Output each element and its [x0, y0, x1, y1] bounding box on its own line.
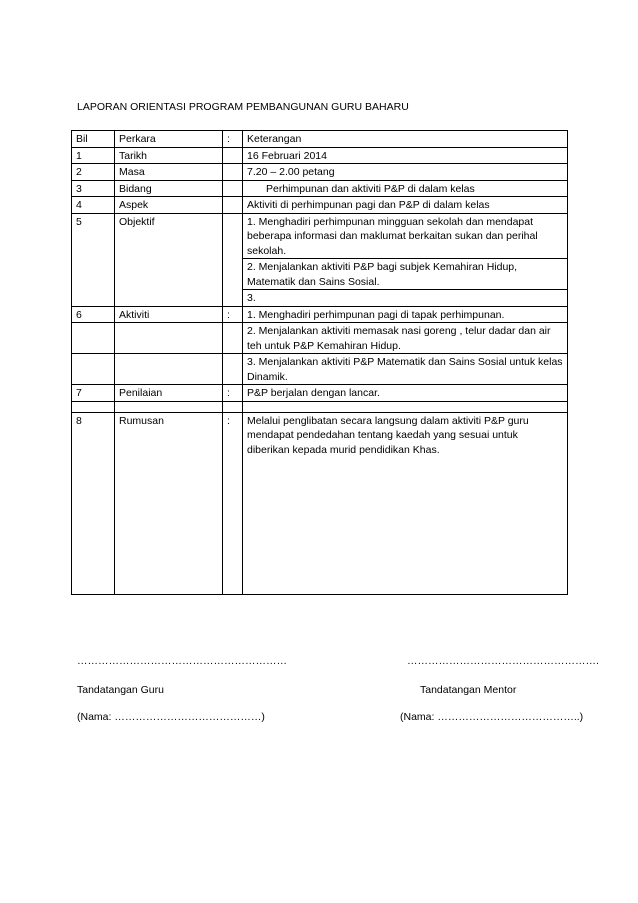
row-bil: 7: [72, 385, 115, 402]
header-separator: :: [223, 131, 243, 148]
teacher-name-field: (Nama: ……………………………………): [77, 711, 265, 723]
row-separator: :: [223, 412, 243, 594]
table-row: [72, 180, 568, 197]
row-bil: 8: [72, 412, 115, 594]
row-value: Perhimpunan dan aktiviti P&P di dalam kelas: [243, 180, 568, 197]
mentor-name-field: (Nama: …………………………………..): [400, 711, 584, 723]
row-value-item: 3.: [243, 290, 568, 307]
row-value: Aktiviti di perhimpunan pagi dan P&P di dalam kelas: [243, 197, 568, 214]
row-value: P&P berjalan dengan lancar.: [243, 385, 568, 402]
row-perkara: Tarikh: [115, 147, 223, 164]
row-bil: 4: [72, 197, 115, 214]
row-perkara: Bidang: [115, 180, 223, 197]
row-value: Melalui penglibatan secara langsung dalam aktiviti P&P guru mendapat pendedahan tentang kaedah yang sesuai untuk diberikan kepada murid pendidikan Khas.: [243, 412, 568, 594]
row-separator: :: [223, 306, 243, 323]
mentor-signature-line: ……………………………………………….: [407, 655, 599, 667]
row-separator: [223, 197, 243, 214]
row-bil: 5: [72, 213, 115, 306]
header-keterangan: Keterangan: [243, 131, 568, 148]
row-perkara: Aktiviti: [115, 306, 223, 323]
row-value-item: 1. Menghadiri perhimpunan pagi di tapak perhimpunan.: [243, 306, 568, 323]
document-title: LAPORAN ORIENTASI PROGRAM PEMBANGUNAN GURU BAHARU: [77, 101, 409, 113]
teacher-signature-label: Tandatangan Guru: [77, 684, 164, 696]
row-value: 16 Februari 2014: [243, 147, 568, 164]
header-perkara: Perkara: [115, 131, 223, 148]
row-perkara: Masa: [115, 164, 223, 181]
row-separator: :: [223, 385, 243, 402]
table-row: [72, 323, 568, 354]
row-separator: [223, 164, 243, 181]
header-bil: Bil: [72, 131, 115, 148]
table-row: [72, 147, 568, 164]
table-row: [72, 412, 568, 594]
report-table: [71, 130, 568, 595]
row-separator: [223, 213, 243, 306]
row-bil: 1: [72, 147, 115, 164]
row-value: 7.20 – 2.00 petang: [243, 164, 568, 181]
row-value-item: 2. Menjalankan aktiviti P&P bagi subjek Kemahiran Hidup, Matematik dan Sains Sosial.: [243, 259, 568, 290]
row-value-item: 1. Menghadiri perhimpunan mingguan sekolah dan mendapat beberapa informasi dan maklumat berkaitan sukan dan perihal sekolah.: [243, 213, 568, 259]
row-bil: 6: [72, 306, 115, 323]
table-row-spacer: [72, 401, 568, 412]
row-value-item: 2. Menjalankan aktiviti memasak nasi goreng , telur dadar dan air teh untuk P&P Kemahiran Hidup.: [243, 323, 568, 354]
table-header-row: [72, 131, 568, 148]
table-row: [72, 354, 568, 385]
row-separator: [223, 147, 243, 164]
row-perkara: Rumusan: [115, 412, 223, 594]
row-perkara: Penilaian: [115, 385, 223, 402]
row-separator: [223, 180, 243, 197]
teacher-signature-line: ……………………………………………………: [77, 655, 287, 667]
table-row: [72, 213, 568, 259]
table-row: [72, 164, 568, 181]
table-row: [72, 197, 568, 214]
mentor-signature-label: Tandatangan Mentor: [420, 684, 517, 696]
row-perkara: Objektif: [115, 213, 223, 306]
row-perkara: Aspek: [115, 197, 223, 214]
row-bil: 3: [72, 180, 115, 197]
table-row: [72, 385, 568, 402]
row-value-item: 3. Menjalankan aktiviti P&P Matematik dan Sains Sosial untuk kelas Dinamik.: [243, 354, 568, 385]
row-bil: 2: [72, 164, 115, 181]
table-row: [72, 306, 568, 323]
